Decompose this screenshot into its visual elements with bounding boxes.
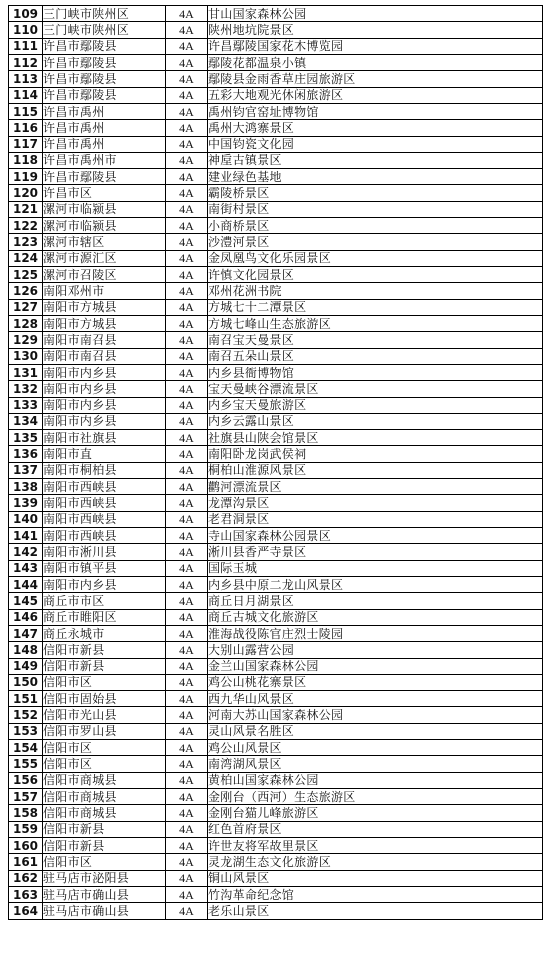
row-number-cell: 117 <box>9 136 43 152</box>
scenic-name-cell: 鄢陵县金雨香草庄园旅游区 <box>208 71 543 87</box>
grade-cell: 4A <box>166 903 208 919</box>
row-number-cell: 155 <box>9 756 43 772</box>
location-cell: 南阳市内乡县 <box>43 364 166 380</box>
scenic-name-cell: 南街村景区 <box>208 201 543 217</box>
grade-cell: 4A <box>166 430 208 446</box>
location-cell: 许昌市鄢陵县 <box>43 87 166 103</box>
grade-cell: 4A <box>166 267 208 283</box>
row-number-cell: 138 <box>9 479 43 495</box>
location-cell: 信阳市新县 <box>43 642 166 658</box>
row-number-cell: 114 <box>9 87 43 103</box>
grade-cell: 4A <box>166 723 208 739</box>
table-row <box>9 446 543 462</box>
scenic-name-cell: 金兰山国家森林公园 <box>208 658 543 674</box>
location-cell: 南阳邓州市 <box>43 283 166 299</box>
row-number-cell: 159 <box>9 821 43 837</box>
table-row <box>9 348 543 364</box>
grade-cell: 4A <box>166 691 208 707</box>
row-number-cell: 154 <box>9 740 43 756</box>
table-row <box>9 528 543 544</box>
grade-cell: 4A <box>166 805 208 821</box>
row-number-cell: 109 <box>9 6 43 22</box>
location-cell: 南阳市内乡县 <box>43 381 166 397</box>
grade-cell: 4A <box>166 674 208 690</box>
table-row <box>9 169 543 185</box>
table-row <box>9 609 543 625</box>
location-cell: 南阳市桐柏县 <box>43 462 166 478</box>
table-row <box>9 837 543 853</box>
table-row <box>9 54 543 70</box>
scenic-name-cell: 西九华山风景区 <box>208 691 543 707</box>
location-cell: 信阳市区 <box>43 740 166 756</box>
row-number-cell: 149 <box>9 658 43 674</box>
table-row <box>9 250 543 266</box>
table-row <box>9 218 543 234</box>
location-cell: 商丘市睢阳区 <box>43 609 166 625</box>
row-number-cell: 115 <box>9 103 43 119</box>
location-cell: 信阳市新县 <box>43 821 166 837</box>
row-number-cell: 142 <box>9 544 43 560</box>
location-cell: 信阳市固始县 <box>43 691 166 707</box>
location-cell: 南阳市南召县 <box>43 348 166 364</box>
scenic-name-cell: 老乐山景区 <box>208 903 543 919</box>
location-cell: 驻马店市确山县 <box>43 886 166 902</box>
location-cell: 信阳市商城县 <box>43 789 166 805</box>
scenic-name-cell: 许慎文化园景区 <box>208 267 543 283</box>
row-number-cell: 163 <box>9 886 43 902</box>
row-number-cell: 141 <box>9 528 43 544</box>
row-number-cell: 120 <box>9 185 43 201</box>
grade-cell: 4A <box>166 348 208 364</box>
table-row <box>9 71 543 87</box>
scenic-name-cell: 国际玉城 <box>208 560 543 576</box>
grade-cell: 4A <box>166 152 208 168</box>
row-number-cell: 133 <box>9 397 43 413</box>
grade-cell: 4A <box>166 511 208 527</box>
row-number-cell: 127 <box>9 299 43 315</box>
row-number-cell: 148 <box>9 642 43 658</box>
grade-cell: 4A <box>166 837 208 853</box>
scenic-name-cell: 许世友将军故里景区 <box>208 837 543 853</box>
grade-cell: 4A <box>166 740 208 756</box>
scenic-name-cell: 黄柏山国家森林公园 <box>208 772 543 788</box>
table-row <box>9 6 543 22</box>
row-number-cell: 140 <box>9 511 43 527</box>
location-cell: 许昌市禹州 <box>43 136 166 152</box>
grade-cell: 4A <box>166 462 208 478</box>
scenic-name-cell: 小商桥景区 <box>208 218 543 234</box>
row-number-cell: 161 <box>9 854 43 870</box>
scenic-name-cell: 灵龙湖生态文化旅游区 <box>208 854 543 870</box>
table-row <box>9 299 543 315</box>
grade-cell: 4A <box>166 756 208 772</box>
scenic-spot-list-sheet <box>8 5 542 920</box>
scenic-name-cell: 鸡公山桃花寨景区 <box>208 674 543 690</box>
location-cell: 南阳市直 <box>43 446 166 462</box>
location-cell: 许昌市鄢陵县 <box>43 38 166 54</box>
table-row <box>9 234 543 250</box>
grade-cell: 4A <box>166 870 208 886</box>
table-row <box>9 381 543 397</box>
row-number-cell: 135 <box>9 430 43 446</box>
table-row <box>9 821 543 837</box>
table-row <box>9 201 543 217</box>
row-number-cell: 137 <box>9 462 43 478</box>
table-row <box>9 658 543 674</box>
table-row <box>9 185 543 201</box>
location-cell: 南阳市内乡县 <box>43 576 166 592</box>
row-number-cell: 145 <box>9 593 43 609</box>
scenic-name-cell: 淮海战役陈官庄烈士陵园 <box>208 625 543 641</box>
location-cell: 三门峡市陕州区 <box>43 22 166 38</box>
grade-cell: 4A <box>166 364 208 380</box>
table-row <box>9 903 543 919</box>
scenic-name-cell: 鸡公山风景区 <box>208 740 543 756</box>
row-number-cell: 130 <box>9 348 43 364</box>
scenic-name-cell: 金凤凰鸟文化乐园景区 <box>208 250 543 266</box>
location-cell: 驻马店市确山县 <box>43 903 166 919</box>
scenic-name-cell: 五彩大地观光休闲旅游区 <box>208 87 543 103</box>
location-cell: 漯河市临颍县 <box>43 201 166 217</box>
table-row <box>9 593 543 609</box>
row-number-cell: 121 <box>9 201 43 217</box>
grade-cell: 4A <box>166 528 208 544</box>
table-row <box>9 152 543 168</box>
row-number-cell: 144 <box>9 576 43 592</box>
table-row <box>9 283 543 299</box>
scenic-spot-table <box>8 5 543 920</box>
table-row <box>9 479 543 495</box>
location-cell: 南阳市淅川县 <box>43 544 166 560</box>
location-cell: 许昌市禹州 <box>43 120 166 136</box>
table-row <box>9 560 543 576</box>
scenic-name-cell: 桐柏山淮源风景区 <box>208 462 543 478</box>
grade-cell: 4A <box>166 576 208 592</box>
scenic-name-cell: 内乡县中原二龙山风景区 <box>208 576 543 592</box>
scenic-name-cell: 内乡云露山景区 <box>208 413 543 429</box>
row-number-cell: 125 <box>9 267 43 283</box>
grade-cell: 4A <box>166 71 208 87</box>
grade-cell: 4A <box>166 54 208 70</box>
table-row <box>9 397 543 413</box>
location-cell: 南阳市西峡县 <box>43 511 166 527</box>
scenic-name-cell: 南湾湖风景区 <box>208 756 543 772</box>
table-body <box>9 6 543 920</box>
table-row <box>9 805 543 821</box>
row-number-cell: 150 <box>9 674 43 690</box>
scenic-name-cell: 商丘古城文化旅游区 <box>208 609 543 625</box>
grade-cell: 4A <box>166 625 208 641</box>
location-cell: 漯河市源汇区 <box>43 250 166 266</box>
scenic-name-cell: 商丘日月湖景区 <box>208 593 543 609</box>
row-number-cell: 152 <box>9 707 43 723</box>
grade-cell: 4A <box>166 22 208 38</box>
scenic-name-cell: 社旗县山陕会馆景区 <box>208 430 543 446</box>
location-cell: 许昌市鄢陵县 <box>43 169 166 185</box>
location-cell: 信阳市商城县 <box>43 772 166 788</box>
table-row <box>9 462 543 478</box>
grade-cell: 4A <box>166 87 208 103</box>
row-number-cell: 147 <box>9 625 43 641</box>
grade-cell: 4A <box>166 218 208 234</box>
row-number-cell: 134 <box>9 413 43 429</box>
location-cell: 三门峡市陕州区 <box>43 6 166 22</box>
scenic-name-cell: 龙潭沟景区 <box>208 495 543 511</box>
scenic-name-cell: 竹沟革命纪念馆 <box>208 886 543 902</box>
table-row <box>9 886 543 902</box>
table-row <box>9 544 543 560</box>
table-row <box>9 674 543 690</box>
location-cell: 信阳市区 <box>43 854 166 870</box>
grade-cell: 4A <box>166 544 208 560</box>
scenic-name-cell: 霸陵桥景区 <box>208 185 543 201</box>
row-number-cell: 164 <box>9 903 43 919</box>
grade-cell: 4A <box>166 854 208 870</box>
grade-cell: 4A <box>166 201 208 217</box>
grade-cell: 4A <box>166 495 208 511</box>
scenic-name-cell: 红色首府景区 <box>208 821 543 837</box>
grade-cell: 4A <box>166 772 208 788</box>
row-number-cell: 119 <box>9 169 43 185</box>
table-row <box>9 413 543 429</box>
scenic-name-cell: 铜山风景区 <box>208 870 543 886</box>
grade-cell: 4A <box>166 6 208 22</box>
location-cell: 许昌市鄢陵县 <box>43 71 166 87</box>
row-number-cell: 111 <box>9 38 43 54</box>
grade-cell: 4A <box>166 642 208 658</box>
scenic-name-cell: 禹州钧官窑址博物馆 <box>208 103 543 119</box>
table-row <box>9 22 543 38</box>
scenic-name-cell: 内乡县衙博物馆 <box>208 364 543 380</box>
table-row <box>9 315 543 331</box>
row-number-cell: 110 <box>9 22 43 38</box>
grade-cell: 4A <box>166 381 208 397</box>
row-number-cell: 143 <box>9 560 43 576</box>
table-row <box>9 789 543 805</box>
location-cell: 信阳市新县 <box>43 837 166 853</box>
table-row <box>9 576 543 592</box>
grade-cell: 4A <box>166 315 208 331</box>
table-row <box>9 38 543 54</box>
scenic-name-cell: 方城七峰山生态旅游区 <box>208 315 543 331</box>
grade-cell: 4A <box>166 397 208 413</box>
grade-cell: 4A <box>166 283 208 299</box>
location-cell: 许昌市鄢陵县 <box>43 54 166 70</box>
grade-cell: 4A <box>166 234 208 250</box>
row-number-cell: 146 <box>9 609 43 625</box>
grade-cell: 4A <box>166 479 208 495</box>
row-number-cell: 160 <box>9 837 43 853</box>
scenic-name-cell: 中国钧瓷文化园 <box>208 136 543 152</box>
location-cell: 漯河市召陵区 <box>43 267 166 283</box>
grade-cell: 4A <box>166 707 208 723</box>
scenic-name-cell: 禹州大鸿寨景区 <box>208 120 543 136</box>
table-row <box>9 495 543 511</box>
row-number-cell: 132 <box>9 381 43 397</box>
grade-cell: 4A <box>166 609 208 625</box>
grade-cell: 4A <box>166 560 208 576</box>
scenic-name-cell: 南召五朵山景区 <box>208 348 543 364</box>
grade-cell: 4A <box>166 185 208 201</box>
location-cell: 漯河市辖区 <box>43 234 166 250</box>
grade-cell: 4A <box>166 103 208 119</box>
table-row <box>9 870 543 886</box>
scenic-name-cell: 内乡宝天曼旅游区 <box>208 397 543 413</box>
location-cell: 信阳市区 <box>43 674 166 690</box>
scenic-name-cell: 鄢陵花都温泉小镇 <box>208 54 543 70</box>
table-row <box>9 87 543 103</box>
table-row <box>9 511 543 527</box>
row-number-cell: 162 <box>9 870 43 886</box>
table-row <box>9 707 543 723</box>
row-number-cell: 151 <box>9 691 43 707</box>
location-cell: 南阳市西峡县 <box>43 479 166 495</box>
location-cell: 许昌市禹州市 <box>43 152 166 168</box>
grade-cell: 4A <box>166 413 208 429</box>
row-number-cell: 156 <box>9 772 43 788</box>
scenic-name-cell: 方城七十二潭景区 <box>208 299 543 315</box>
table-row <box>9 772 543 788</box>
location-cell: 信阳市商城县 <box>43 805 166 821</box>
scenic-name-cell: 邓州花洲书院 <box>208 283 543 299</box>
location-cell: 漯河市临颍县 <box>43 218 166 234</box>
scenic-name-cell: 老君洞景区 <box>208 511 543 527</box>
location-cell: 商丘市市区 <box>43 593 166 609</box>
row-number-cell: 158 <box>9 805 43 821</box>
row-number-cell: 153 <box>9 723 43 739</box>
grade-cell: 4A <box>166 789 208 805</box>
row-number-cell: 136 <box>9 446 43 462</box>
row-number-cell: 118 <box>9 152 43 168</box>
location-cell: 南阳市西峡县 <box>43 495 166 511</box>
scenic-name-cell: 河南大苏山国家森林公园 <box>208 707 543 723</box>
table-row <box>9 625 543 641</box>
location-cell: 信阳市新县 <box>43 658 166 674</box>
table-row <box>9 364 543 380</box>
grade-cell: 4A <box>166 250 208 266</box>
location-cell: 信阳市罗山县 <box>43 723 166 739</box>
grade-cell: 4A <box>166 821 208 837</box>
grade-cell: 4A <box>166 886 208 902</box>
grade-cell: 4A <box>166 38 208 54</box>
scenic-name-cell: 金刚台猫儿峰旅游区 <box>208 805 543 821</box>
row-number-cell: 131 <box>9 364 43 380</box>
scenic-name-cell: 淅川县香严寺景区 <box>208 544 543 560</box>
table-row <box>9 332 543 348</box>
location-cell: 信阳市光山县 <box>43 707 166 723</box>
table-row <box>9 723 543 739</box>
scenic-name-cell: 陕州地坑院景区 <box>208 22 543 38</box>
table-row <box>9 740 543 756</box>
location-cell: 商丘永城市 <box>43 625 166 641</box>
scenic-name-cell: 建业绿色基地 <box>208 169 543 185</box>
row-number-cell: 116 <box>9 120 43 136</box>
scenic-name-cell: 沙澧河景区 <box>208 234 543 250</box>
table-row <box>9 430 543 446</box>
grade-cell: 4A <box>166 593 208 609</box>
scenic-name-cell: 鹳河漂流景区 <box>208 479 543 495</box>
row-number-cell: 128 <box>9 315 43 331</box>
location-cell: 南阳市西峡县 <box>43 528 166 544</box>
location-cell: 南阳市社旗县 <box>43 430 166 446</box>
location-cell: 许昌市禹州 <box>43 103 166 119</box>
scenic-name-cell: 金刚台（西河）生态旅游区 <box>208 789 543 805</box>
grade-cell: 4A <box>166 299 208 315</box>
scenic-name-cell: 大别山露营公园 <box>208 642 543 658</box>
table-row <box>9 136 543 152</box>
grade-cell: 4A <box>166 120 208 136</box>
scenic-name-cell: 宝天曼峡谷漂流景区 <box>208 381 543 397</box>
grade-cell: 4A <box>166 136 208 152</box>
location-cell: 驻马店市泌阳县 <box>43 870 166 886</box>
location-cell: 南阳市镇平县 <box>43 560 166 576</box>
row-number-cell: 123 <box>9 234 43 250</box>
location-cell: 南阳市方城县 <box>43 315 166 331</box>
grade-cell: 4A <box>166 169 208 185</box>
scenic-name-cell: 许昌鄢陵国家花木博览园 <box>208 38 543 54</box>
row-number-cell: 112 <box>9 54 43 70</box>
grade-cell: 4A <box>166 332 208 348</box>
location-cell: 许昌市区 <box>43 185 166 201</box>
table-row <box>9 120 543 136</box>
table-row <box>9 642 543 658</box>
table-row <box>9 103 543 119</box>
scenic-name-cell: 神垕古镇景区 <box>208 152 543 168</box>
row-number-cell: 126 <box>9 283 43 299</box>
row-number-cell: 157 <box>9 789 43 805</box>
grade-cell: 4A <box>166 658 208 674</box>
grade-cell: 4A <box>166 446 208 462</box>
row-number-cell: 129 <box>9 332 43 348</box>
location-cell: 南阳市南召县 <box>43 332 166 348</box>
scenic-name-cell: 甘山国家森林公园 <box>208 6 543 22</box>
table-row <box>9 691 543 707</box>
row-number-cell: 122 <box>9 218 43 234</box>
row-number-cell: 113 <box>9 71 43 87</box>
scenic-name-cell: 南召宝天曼景区 <box>208 332 543 348</box>
row-number-cell: 124 <box>9 250 43 266</box>
location-cell: 南阳市方城县 <box>43 299 166 315</box>
table-row <box>9 267 543 283</box>
scenic-name-cell: 灵山风景名胜区 <box>208 723 543 739</box>
scenic-name-cell: 寺山国家森林公园景区 <box>208 528 543 544</box>
scenic-name-cell: 南阳卧龙岗武侯祠 <box>208 446 543 462</box>
location-cell: 南阳市内乡县 <box>43 413 166 429</box>
row-number-cell: 139 <box>9 495 43 511</box>
table-row <box>9 854 543 870</box>
table-row <box>9 756 543 772</box>
location-cell: 南阳市内乡县 <box>43 397 166 413</box>
location-cell: 信阳市区 <box>43 756 166 772</box>
